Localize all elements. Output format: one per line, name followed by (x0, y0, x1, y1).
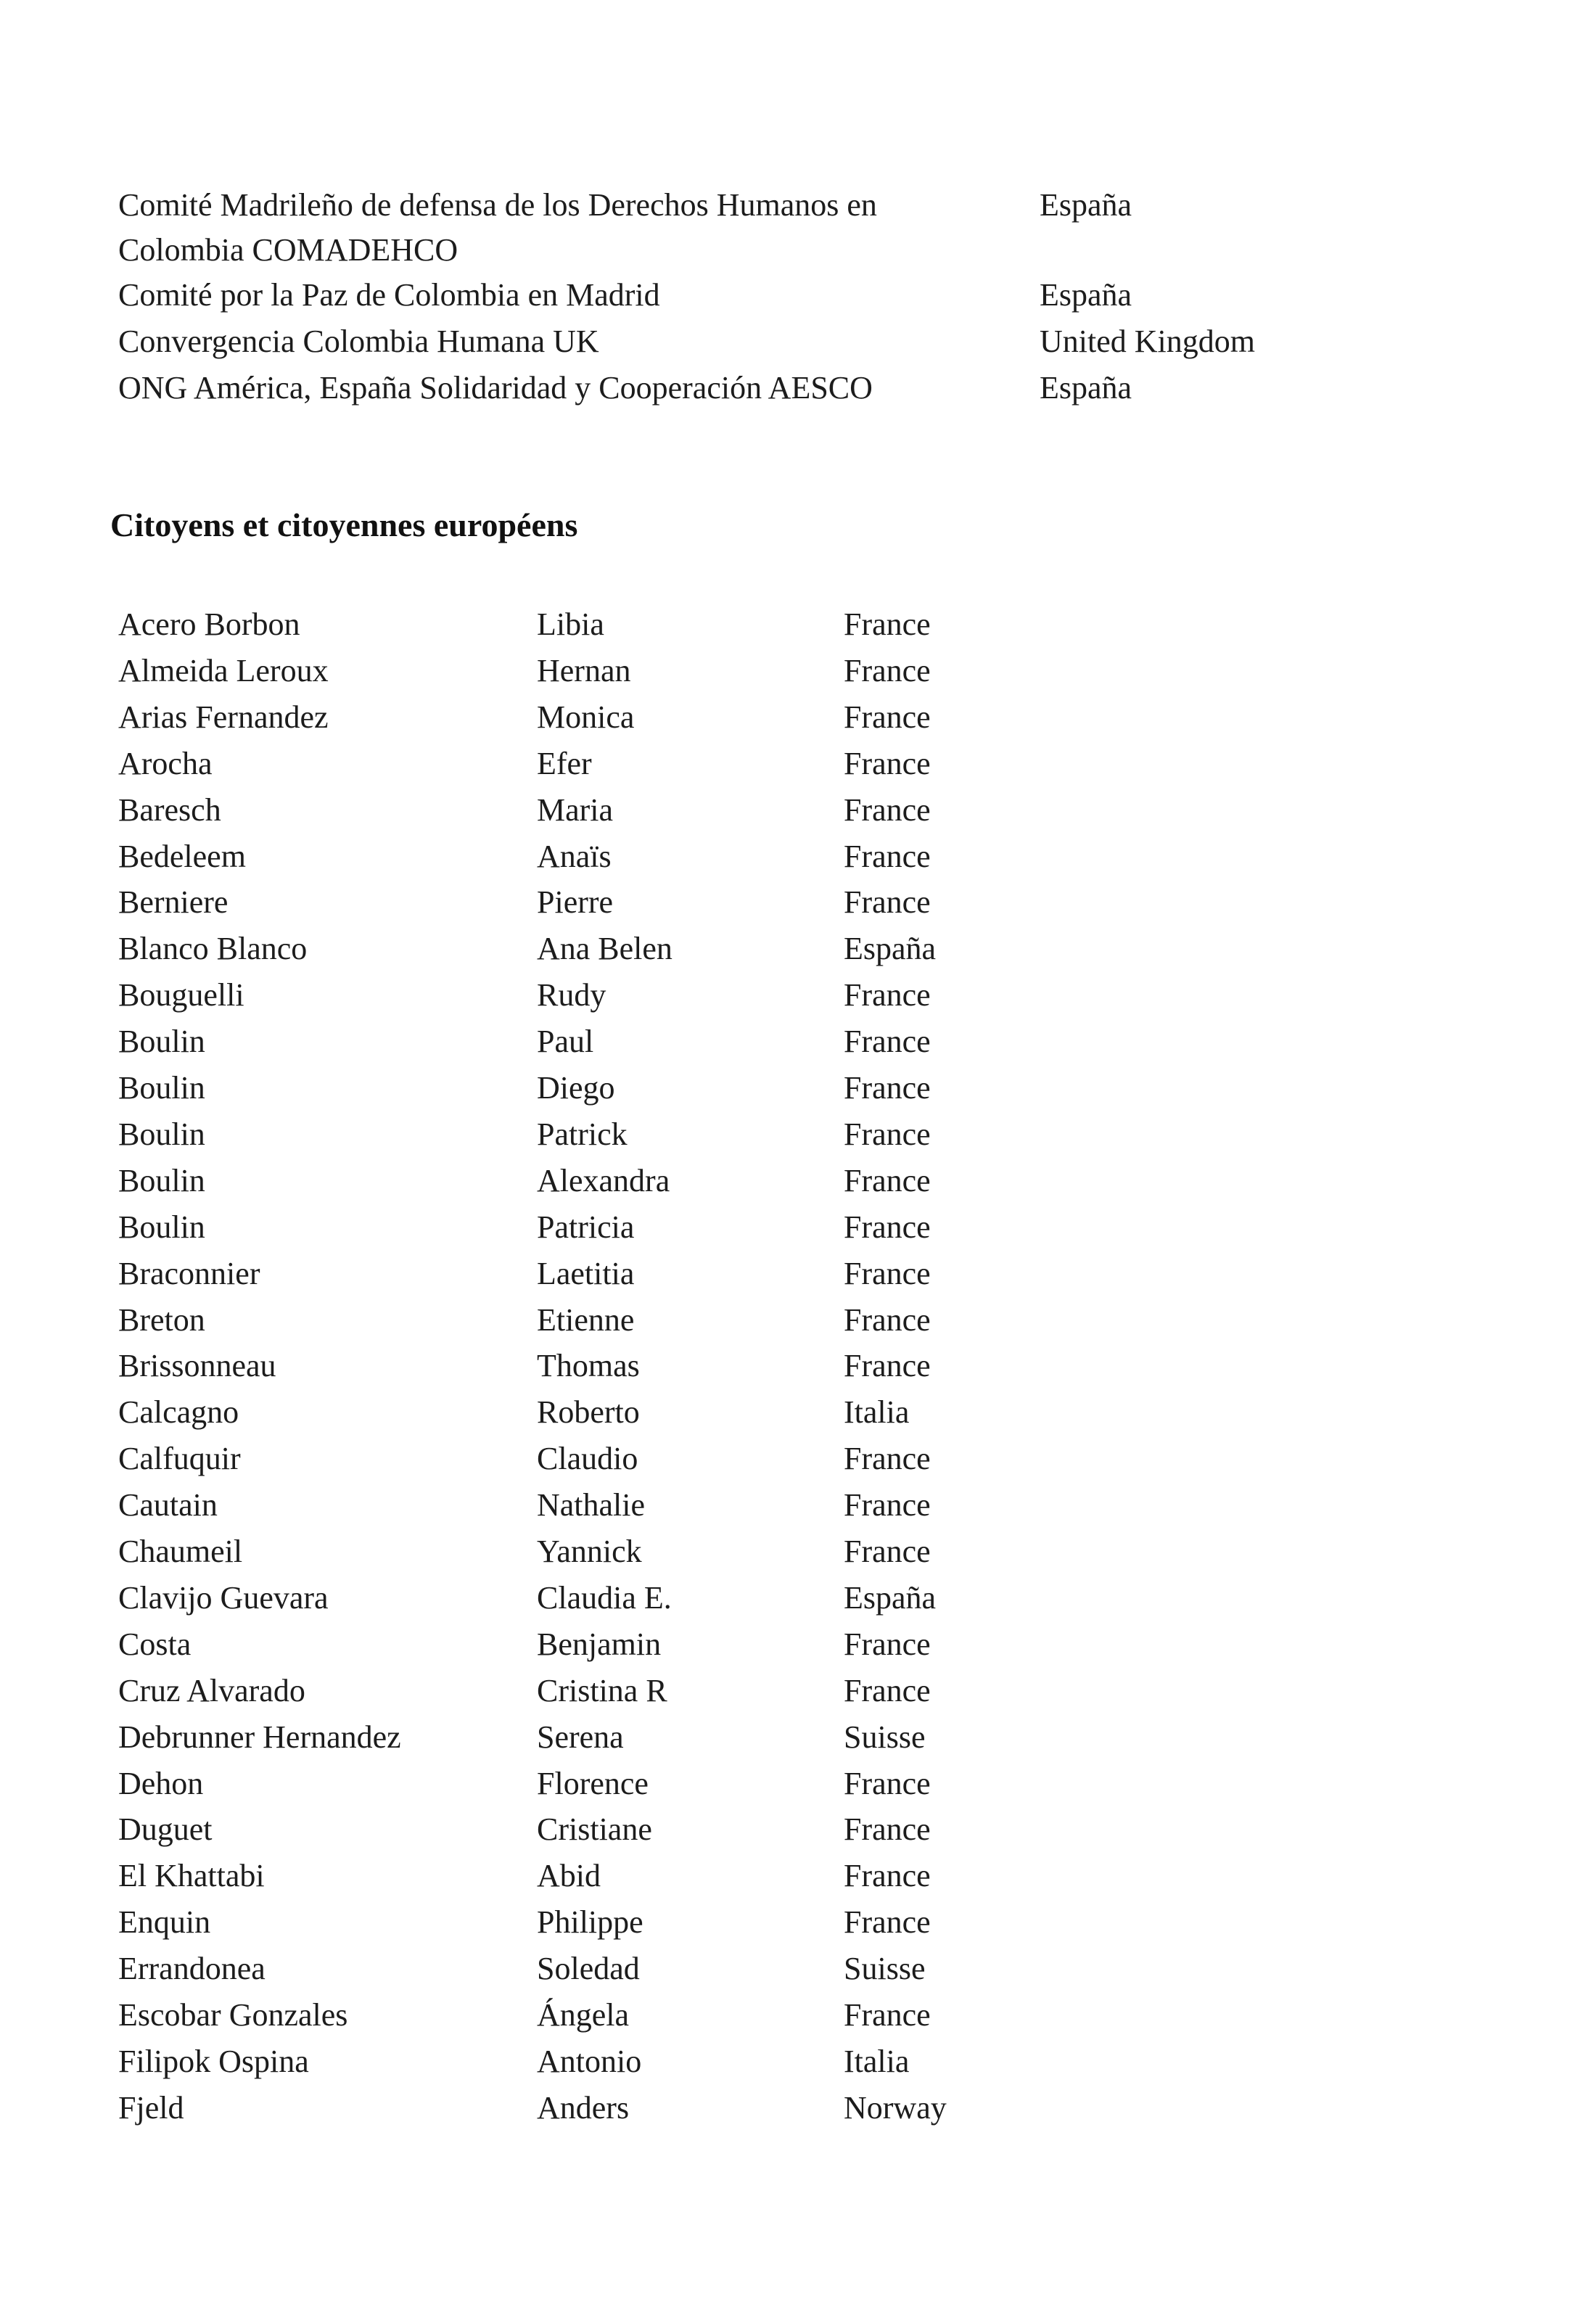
person-first-name: Anders (537, 2090, 630, 2126)
person-last-name: Bouguelli (118, 977, 244, 1013)
person-country: France (844, 606, 931, 642)
person-country: France (844, 1163, 931, 1198)
org-country: España (1040, 277, 1132, 313)
person-first-name: Nathalie (537, 1487, 646, 1523)
person-first-name: Rudy (537, 977, 606, 1013)
person-country: France (844, 839, 931, 874)
person-country: Suisse (844, 1719, 926, 1755)
person-country: España (844, 1580, 937, 1616)
person-row (0, 1668, 1596, 1714)
person-last-name: Bedeleem (118, 839, 246, 874)
org-country: España (1040, 370, 1132, 406)
person-country: France (844, 1348, 931, 1383)
person-last-name: Escobar Gonzales (118, 1997, 348, 2033)
person-row (0, 972, 1596, 1019)
person-row (0, 926, 1596, 972)
person-last-name: Calcagno (118, 1394, 239, 1430)
person-country: France (844, 1766, 931, 1801)
person-first-name: Cristiane (537, 1811, 652, 1847)
person-row (0, 1436, 1596, 1482)
org-name: Comité por la Paz de Colombia en Madrid (118, 277, 660, 313)
person-last-name: Fjeld (118, 2090, 184, 2126)
person-row (0, 1251, 1596, 1297)
person-country: Suisse (844, 1951, 926, 1986)
person-country: France (844, 1302, 931, 1338)
person-last-name: Errandonea (118, 1951, 266, 1986)
person-first-name: Pierre (537, 884, 614, 920)
person-last-name: Almeida Leroux (118, 653, 329, 688)
person-first-name: Abid (537, 1858, 601, 1893)
person-country: France (844, 1626, 931, 1662)
person-row (0, 1899, 1596, 1946)
org-country: España (1040, 187, 1132, 223)
person-country: France (844, 1534, 931, 1569)
person-country: France (844, 1811, 931, 1847)
person-country: España (844, 931, 937, 966)
person-first-name: Claudio (537, 1441, 638, 1476)
person-first-name: Serena (537, 1719, 624, 1755)
person-last-name: El Khattabi (118, 1858, 265, 1893)
person-first-name: Ángela (537, 1997, 630, 2033)
person-row (0, 1065, 1596, 1111)
person-first-name: Roberto (537, 1394, 640, 1430)
person-row (0, 1297, 1596, 1344)
person-last-name: Enquin (118, 1904, 211, 1940)
person-row (0, 1946, 1596, 1992)
person-first-name: Hernan (537, 653, 631, 688)
person-first-name: Etienne (537, 1302, 635, 1338)
person-first-name: Ana Belen (537, 931, 672, 966)
person-first-name: Antonio (537, 2044, 642, 2079)
person-row (0, 879, 1596, 926)
person-last-name: Arias Fernandez (118, 699, 329, 735)
person-country: France (844, 1024, 931, 1059)
person-row (0, 1389, 1596, 1436)
person-first-name: Claudia E. (537, 1580, 672, 1616)
org-name: Comité Madrileño de defensa de los Derechos Humanos en (118, 187, 877, 223)
person-row (0, 1204, 1596, 1251)
person-row (0, 694, 1596, 741)
person-first-name: Philippe (537, 1904, 643, 1940)
person-last-name: Boulin (118, 1070, 205, 1106)
person-row (0, 787, 1596, 834)
person-first-name: Soledad (537, 1951, 640, 1986)
person-first-name: Yannick (537, 1534, 642, 1569)
person-first-name: Maria (537, 792, 614, 828)
org-country: United Kingdom (1040, 324, 1255, 359)
person-country: France (844, 1997, 931, 2033)
person-last-name: Duguet (118, 1811, 213, 1847)
person-last-name: Cautain (118, 1487, 218, 1523)
person-first-name: Diego (537, 1070, 615, 1106)
person-country: France (844, 1441, 931, 1476)
person-last-name: Clavijo Guevara (118, 1580, 329, 1616)
person-row (0, 601, 1596, 648)
person-row (0, 1482, 1596, 1529)
person-last-name: Filipok Ospina (118, 2044, 309, 2079)
person-row (0, 741, 1596, 787)
person-country: France (844, 699, 931, 735)
person-first-name: Efer (537, 746, 592, 781)
section-heading: Citoyens et citoyennes européens (110, 506, 578, 543)
person-last-name: Baresch (118, 792, 221, 828)
person-row (0, 1111, 1596, 1158)
person-last-name: Berniere (118, 884, 229, 920)
person-first-name: Alexandra (537, 1163, 670, 1198)
person-row (0, 1761, 1596, 1807)
person-country: France (844, 653, 931, 688)
person-row (0, 1529, 1596, 1575)
person-last-name: Braconnier (118, 1256, 260, 1291)
person-row (0, 1714, 1596, 1761)
org-name: Convergencia Colombia Humana UK (118, 324, 599, 359)
person-country: France (844, 1209, 931, 1245)
person-row (0, 1992, 1596, 2039)
person-first-name: Anaïs (537, 839, 612, 874)
person-country: France (844, 746, 931, 781)
person-last-name: Chaumeil (118, 1534, 243, 1569)
person-country: France (844, 1256, 931, 1291)
person-row (0, 1019, 1596, 1065)
org-name-continued: Colombia COMADEHCO (118, 232, 458, 268)
person-last-name: Costa (118, 1626, 192, 1662)
person-last-name: Acero Borbon (118, 606, 300, 642)
person-last-name: Dehon (118, 1766, 204, 1801)
person-country: France (844, 884, 931, 920)
person-row (0, 648, 1596, 694)
person-row (0, 1343, 1596, 1389)
person-last-name: Boulin (118, 1116, 205, 1152)
person-row (0, 2039, 1596, 2085)
person-first-name: Thomas (537, 1348, 640, 1383)
person-row (0, 1158, 1596, 1204)
person-first-name: Monica (537, 699, 635, 735)
person-country: Italia (844, 2044, 910, 2079)
person-last-name: Calfuquir (118, 1441, 241, 1476)
person-row (0, 1853, 1596, 1899)
person-last-name: Arocha (118, 746, 213, 781)
person-first-name: Libia (537, 606, 604, 642)
person-first-name: Paul (537, 1024, 594, 1059)
person-first-name: Benjamin (537, 1626, 662, 1662)
person-country: France (844, 1858, 931, 1893)
person-first-name: Florence (537, 1766, 649, 1801)
person-last-name: Boulin (118, 1024, 205, 1059)
person-last-name: Cruz Alvarado (118, 1673, 305, 1708)
person-row (0, 1806, 1596, 1853)
person-last-name: Breton (118, 1302, 205, 1338)
person-last-name: Boulin (118, 1163, 205, 1198)
person-first-name: Cristina R (537, 1673, 667, 1708)
person-last-name: Brissonneau (118, 1348, 276, 1383)
person-row (0, 2085, 1596, 2131)
person-row (0, 1575, 1596, 1621)
person-last-name: Boulin (118, 1209, 205, 1245)
person-row (0, 1621, 1596, 1668)
person-first-name: Patrick (537, 1116, 628, 1152)
person-country: Italia (844, 1394, 910, 1430)
person-country: France (844, 1070, 931, 1106)
person-country: France (844, 792, 931, 828)
person-last-name: Debrunner Hernandez (118, 1719, 401, 1755)
person-first-name: Laetitia (537, 1256, 635, 1291)
person-country: France (844, 1487, 931, 1523)
person-first-name: Patricia (537, 1209, 635, 1245)
person-row (0, 834, 1596, 880)
person-last-name: Blanco Blanco (118, 931, 308, 966)
org-name: ONG América, España Solidaridad y Cooperación AESCO (118, 370, 873, 406)
person-country: Norway (844, 2090, 947, 2126)
person-country: France (844, 1116, 931, 1152)
person-country: France (844, 1904, 931, 1940)
person-country: France (844, 1673, 931, 1708)
person-country: France (844, 977, 931, 1013)
